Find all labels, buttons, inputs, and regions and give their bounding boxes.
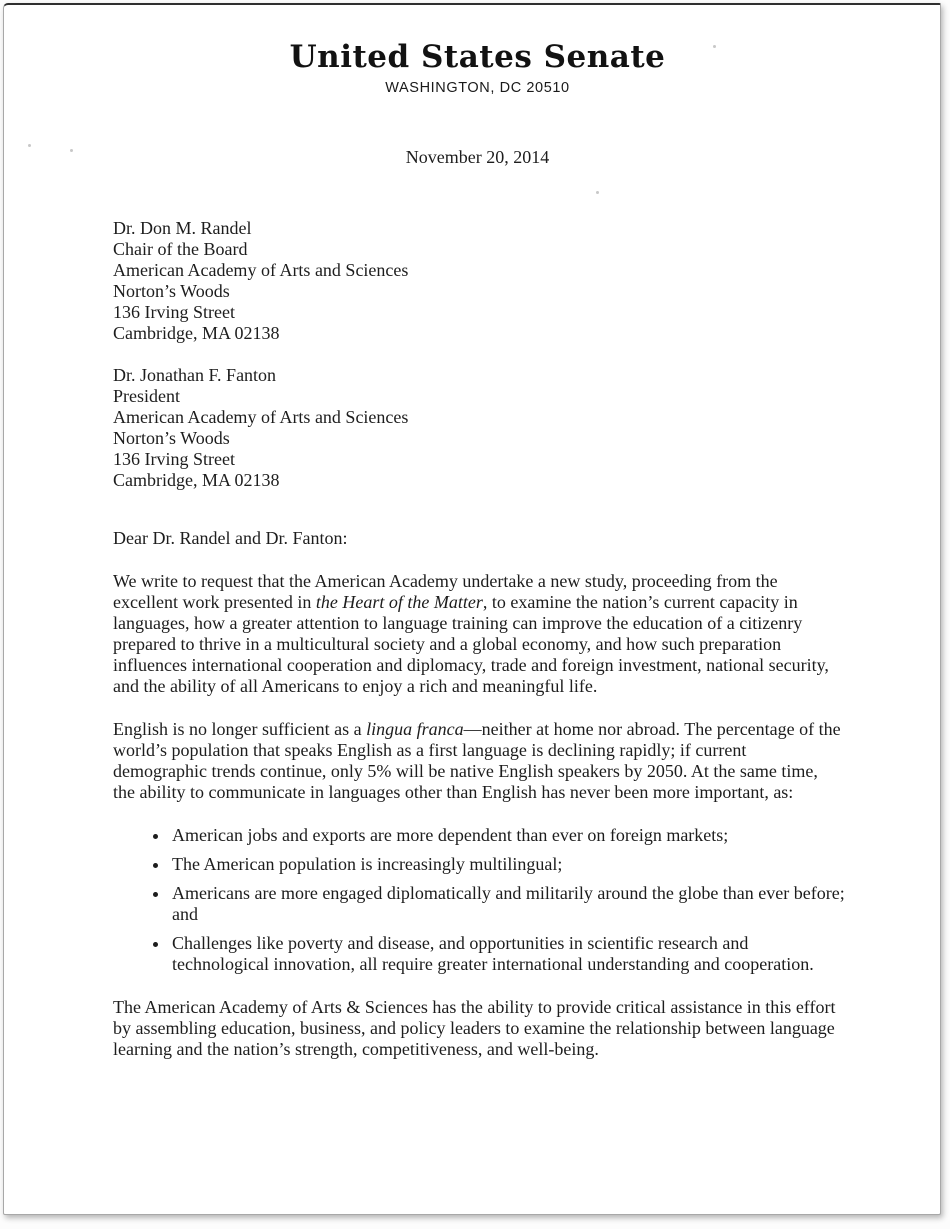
recipient-name: Dr. Don M. Randel bbox=[113, 218, 252, 238]
scan-speck bbox=[70, 149, 73, 152]
letter-date: November 20, 2014 bbox=[405, 147, 550, 167]
recipient-address-fanton bbox=[113, 365, 842, 491]
paragraph-english-decline bbox=[113, 719, 842, 803]
recipient-address-line: 136 Irving Street bbox=[113, 302, 235, 322]
bullet-item-challenges: • Challenges like poverty and disease, and opportunities in scientific research and technological innovation, all require greater international understanding and cooperation. bbox=[170, 933, 848, 975]
paragraph-study-request bbox=[113, 571, 842, 697]
recipient-address-line: Norton’s Woods bbox=[113, 428, 230, 448]
recipient-address-randel bbox=[113, 218, 842, 344]
recipient-address-line: Cambridge, MA 02138 bbox=[113, 323, 280, 343]
bullet-item-multilingual: • The American population is increasingly multilingual; bbox=[170, 854, 848, 875]
recipient-organization: American Academy of Arts and Sciences bbox=[113, 260, 409, 280]
recipient-title: President bbox=[113, 386, 180, 406]
recipient-address-line: Cambridge, MA 02138 bbox=[113, 470, 280, 490]
recipient-organization: American Academy of Arts and Sciences bbox=[113, 407, 409, 427]
bullet-list bbox=[113, 825, 845, 975]
salutation: Dear Dr. Randel and Dr. Fanton: bbox=[113, 528, 348, 548]
letterhead-address: WASHINGTON, DC 20510 bbox=[385, 80, 570, 96]
letter-page bbox=[3, 3, 941, 1215]
paragraph-text: —neither at home nor abroad. The percentage of the world’s population that speaks English as a first language is declining rapidly; if current demographic trends continue, only 5% will be native English speakers by 2050. At the same time, the ability to communicate in languages other than English has never been more important, as: bbox=[113, 719, 841, 802]
bullet-item-engagement: • Americans are more engaged diplomatically and militarily around the globe than ever before; and bbox=[170, 883, 848, 925]
paragraph-text: We write to request that the American Academy undertake a new study, proceeding from the excellent work presented in bbox=[113, 571, 778, 612]
recipient-name: Dr. Jonathan F. Fanton bbox=[113, 365, 277, 385]
recipient-address-line: 136 Irving Street bbox=[113, 449, 235, 469]
paragraph-closing: The American Academy of Arts & Sciences has the ability to provide critical assistance in this effort by assembling education, business, and policy leaders to examine the relationship between language learning and the nation’s strength, competitiveness, and well-being. bbox=[113, 997, 836, 1059]
recipient-address-line: Norton’s Woods bbox=[113, 281, 230, 301]
italic-phrase-lingua-franca: lingua franca bbox=[366, 719, 464, 739]
scan-speck bbox=[28, 144, 31, 147]
paragraph-text: English is no longer sufficient as a bbox=[113, 719, 367, 739]
recipient-title: Chair of the Board bbox=[113, 239, 248, 259]
bullet-item-foreign-markets: • American jobs and exports are more dependent than ever on foreign markets; bbox=[170, 825, 848, 846]
scan-speck bbox=[713, 45, 716, 48]
paragraph-text: , to examine the nation’s current capacity in languages, how a greater attention to language training can improve the education of a citizenry prepared to thrive in a multicultural society and a global economy, and how such preparation influences international cooperation and diplomacy, trade and foreign investment, national security, and the ability of all Americans to enjoy a rich and meaningful life. bbox=[113, 592, 829, 696]
letterhead-title: United States Senate bbox=[289, 39, 666, 75]
scan-speck bbox=[596, 191, 599, 194]
letter-content bbox=[4, 38, 940, 1060]
italic-title-heart-of-the-matter: the Heart of the Matter bbox=[315, 592, 483, 612]
letterhead bbox=[113, 38, 842, 97]
